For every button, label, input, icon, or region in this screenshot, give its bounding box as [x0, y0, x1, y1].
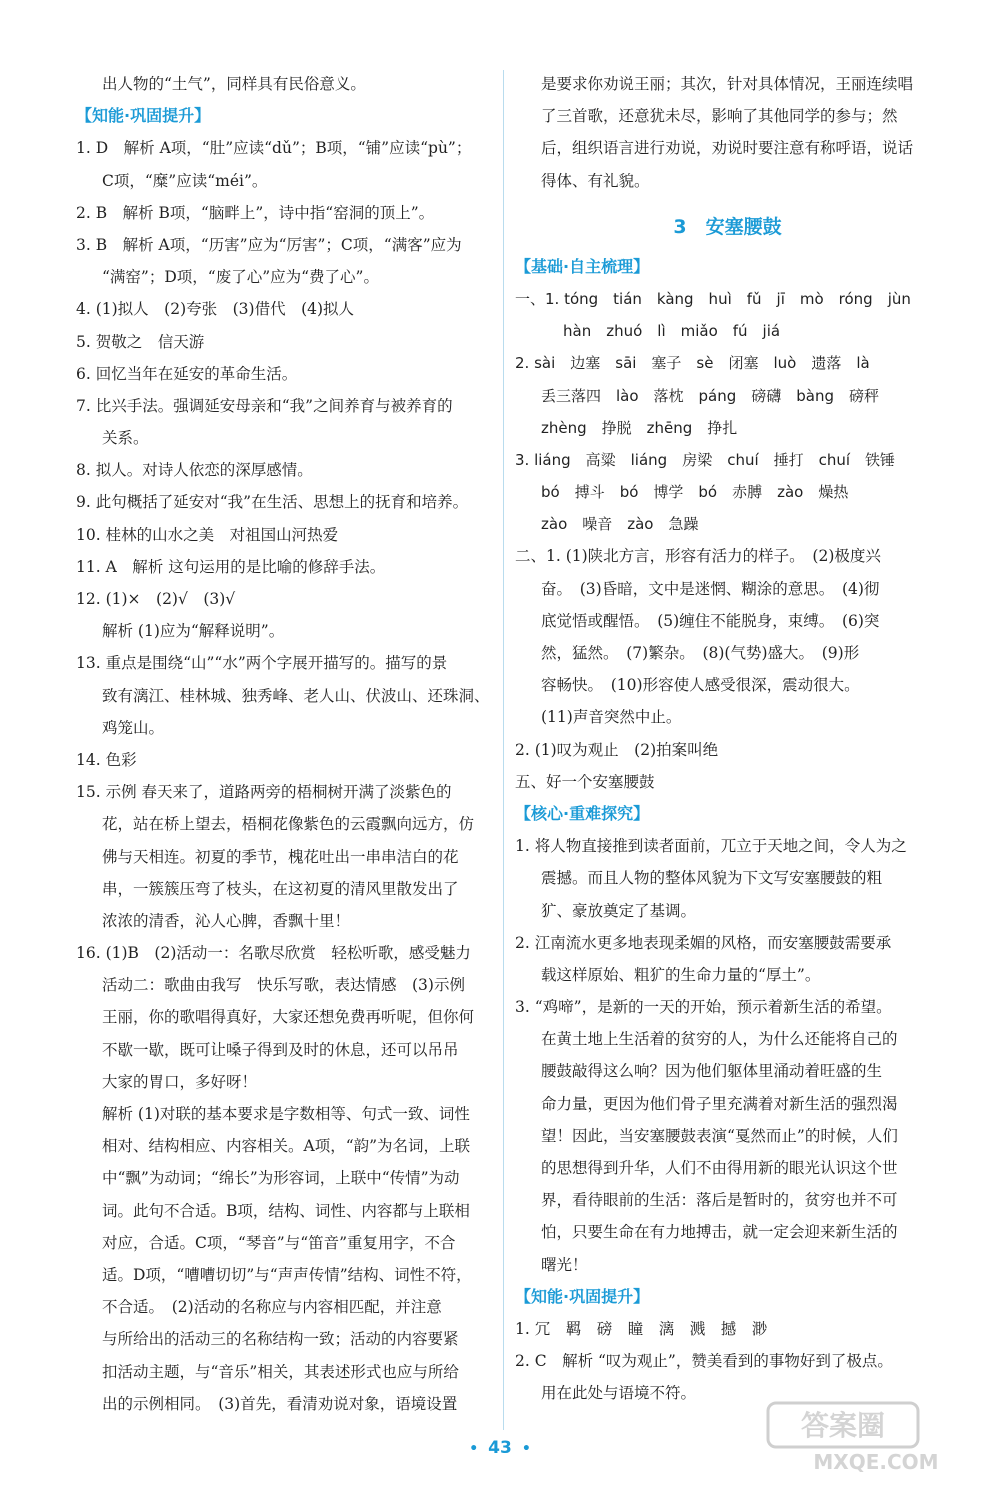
text-line: 出人物的“土气”，同样具有民俗意义。 [102, 75, 366, 93]
text-line: C项，“糜”应读“méi”。 [102, 171, 268, 190]
text-line: 10. 桂林的山水之美 对祖国山河热爱 [76, 525, 339, 544]
text-line: 1. D 解析 A项，“肚”应读“dǔ”；B项，“铺”应读“pù”； [76, 139, 472, 158]
text-line: 4. (1)拟人 (2)夸张 (3)借代 (4)拟人 [76, 300, 355, 319]
footer-dot-icon: • [521, 1441, 531, 1457]
text-line: 浓浓的清香，沁人心脾，香飘十里！ [102, 911, 351, 930]
text-line: 9. 此句概括了延安对“我”在生活、思想上的抚育和培养。 [76, 493, 469, 512]
text-line: 致有漓江、桂林城、独秀峰、老人山、伏波山、还珠洞、 [102, 686, 490, 705]
text-line: 关系。 [102, 429, 149, 448]
text-line: 扣活动主题，与“音乐”相关，其表述形式也应与所给 [102, 1362, 459, 1381]
column-divider [503, 70, 504, 1430]
text-line: 是要求你劝说王丽；其次，针对具体情况，王丽连续唱 [541, 75, 914, 93]
text-line: bó 搏斗 bó 博学 bó 赤膊 zào 燥热 [541, 483, 849, 502]
text-line: 五、好一个安塞腰鼓 [515, 772, 655, 791]
watermark-logo [766, 1399, 976, 1477]
text-line: 2. 江南流水更多地表现柔媚的风格，而安塞腰鼓需要承 [515, 933, 892, 952]
text-line: 丢三落四 lào 落枕 páng 磅礴 bàng 磅秤 [541, 386, 880, 405]
text-line: 王丽，你的歌唱得真好，大家还想免费再听呢，但你何 [102, 1008, 475, 1027]
text-line: 13. 重点是围绕“山”“水”两个字展开描写的。描写的景 [76, 654, 448, 673]
text-line: 3. “鸡啼”，是新的一天的开始，预示着新生活的希望。 [515, 998, 892, 1017]
text-line: 用在此处与语境不符。 [541, 1384, 697, 1403]
text-line: 2. C 解析 “叹为观止”，赞美看到的事物好到了极点。 [515, 1352, 893, 1371]
text-line: zhèng 挣脱 zhēng 挣扎 [541, 418, 738, 437]
text-line: 不合适。 (2)活动的名称应与内容相匹配，并注意 [102, 1298, 442, 1317]
text-line: 中“飘”为动词；“绵长”为形容词，上联中“传情”为动 [102, 1169, 460, 1188]
text-line: 底觉悟或醒悟。 (5)缠住不能脱身，束缚。 (6)突 [541, 611, 880, 630]
text-line: 解析 (1)应为“解释说明”。 [102, 622, 285, 641]
text-line: 二、1. (1)陕北方言，形容有活力的样子。 (2)极度兴 [515, 547, 881, 566]
text-line: 后，组织语言进行劝说，劝说时要注意有称呼语，说话 [541, 139, 914, 158]
text-line: 2. (1)叹为观止 (2)拍案叫绝 [515, 740, 719, 759]
text-line: 不歇一歇，既可让嗓子得到及时的休息，还可以吊吊 [102, 1040, 459, 1059]
text-line: 词。此句不合适。B项，结构、词性、内容都与上联相 [102, 1201, 470, 1220]
text-line: 6. 回忆当年在延安的革命生活。 [76, 364, 298, 383]
text-line: 16. (1)B (2)活动一：名歌尽欣赏 轻松听歌，感受魅力 [76, 944, 471, 963]
text-line: “满窑”；D项，“废了心”应为“费了心”。 [102, 268, 379, 287]
section-heading: 【知能·巩固提升】 [76, 106, 211, 126]
footer-dot-icon: • [469, 1441, 479, 1457]
text-line: 震撼。而且人物的整体风貌为下文写安塞腰鼓的粗 [541, 869, 883, 888]
text-line: 11. A 解析 这句运用的是比喻的修辞手法。 [76, 557, 386, 576]
section-heading: 【基础·自主梳理】 [515, 256, 650, 276]
text-line: 3. liáng 高粱 liáng 房梁 chuí 捶打 chuí 铁锤 [515, 450, 896, 469]
text-line: 得体、有礼貌。 [541, 171, 650, 190]
text-line: 对应，合适。C项，“琴音”与“笛音”重复用字，不合 [102, 1233, 456, 1252]
text-line: 活动二：歌曲由我写 快乐写歌，表达情感 (3)示例 [102, 976, 465, 995]
text-line: 12. (1)× (2)√ (3)√ [76, 590, 236, 608]
text-line: hàn zhuó lì miǎo fú jiá [563, 322, 781, 341]
text-line: 了三首歌，还意犹未尽，影响了其他同学的参与；然 [541, 107, 898, 126]
text-line: 容畅快。 (10)形容使人感受很深，震动很大。 [541, 676, 860, 695]
text-line: (11)声音突然中止。 [541, 708, 682, 727]
text-line: 花，站在桥上望去，梧桐花像紫色的云霞飘向远方，仿 [102, 815, 475, 834]
lesson-answers [515, 251, 940, 1410]
text-line: 怕，只要生命在有力地搏击，就一定会迎来新生活的 [541, 1223, 898, 1242]
text-line: 与所给出的活动三的名称结构一致；活动的内容要紧 [102, 1330, 459, 1349]
text-line: 7. 比兴手法。强调延安母亲和“我”之间养育与被养育的 [76, 396, 453, 415]
text-line: 相对、结构相应、内容相关。A项，“韵”为名词，上联 [102, 1137, 471, 1156]
lesson-title: 3 安塞腰鼓 [673, 215, 782, 238]
text-line: 腰鼓敲得这么响？因为他们躯体里涌动着旺盛的生 [541, 1062, 883, 1081]
left-column [76, 68, 494, 1420]
text-line: 8. 拟人。对诗人依恋的深厚感情。 [76, 461, 313, 480]
text-line: 解析 (1)对联的基本要求是字数相等、句式一致、词性 [102, 1105, 470, 1123]
text-line: 载这样原始、粗犷的生命力量的“厚土”。 [541, 965, 821, 984]
svg-text:MXQE.COM: MXQE.COM [813, 1450, 939, 1474]
right-column-continuation [515, 68, 940, 197]
text-line: 望！因此，当安塞腰鼓表演“戛然而止”的时候，人们 [541, 1126, 898, 1145]
text-line: zào 噪音 zào 急躁 [541, 515, 699, 534]
text-line: 1. 将人物直接推到读者面前，兀立于天地之间，令人为之 [515, 837, 907, 856]
text-line: 14. 色彩 [76, 750, 137, 769]
text-line: 然，猛然。 (7)繁杂。 (8)(气势)盛大。 (9)形 [541, 644, 860, 662]
text-line: 曙光！ [541, 1255, 588, 1274]
text-line: 命力量，更因为他们骨子里充满着对新生活的强烈渴 [541, 1094, 898, 1113]
text-line: 犷、豪放奠定了基调。 [541, 901, 697, 920]
text-line: 在黄土地上生活着的贫穷的人，为什么还能将自己的 [541, 1030, 898, 1049]
text-line: 出的示例相同。 (3)首先，看清劝说对象，语境设置 [102, 1394, 458, 1413]
text-line: 5. 贺敬之 信天游 [76, 332, 205, 351]
text-line: 奋。 (3)昏暗，文中是迷惘、糊涂的意思。 (4)彻 [541, 579, 880, 598]
text-line: 一、1. tóng tián kàng huì fǔ jī mò róng jùn [515, 289, 911, 308]
text-line: 界，看待眼前的生活：落后是暂时的，贫穷也并不可 [541, 1191, 898, 1210]
text-line: 适。D项，“嘈嘈切切”与“声声传情”结构、词性不符， [102, 1265, 472, 1284]
text-line: 佛与天相连。初夏的季节，槐花吐出一串串洁白的花 [102, 847, 459, 866]
text-line: 大家的胃口，多好呀！ [102, 1072, 258, 1091]
text-line: 3. B 解析 A项，“历害”应为“厉害”；C项，“满客”应为 [76, 235, 462, 254]
right-column [515, 68, 940, 1410]
text-line: 1. 冗 羁 磅 瞳 漓 溅 撼 渺 [515, 1319, 768, 1338]
section-heading: 【知能·巩固提升】 [515, 1286, 650, 1306]
section-heading: 【核心·重难探究】 [515, 803, 650, 823]
text-line: 2. B 解析 B项，“脑畔上”，诗中指“窑洞的顶上”。 [76, 203, 435, 222]
text-line: 的思想得到升华，人们不由得用新的眼光认识这个世 [541, 1159, 898, 1177]
svg-text:答案圈: 答案圈 [800, 1409, 886, 1442]
text-line: 2. sài 边塞 sāi 塞子 sè 闭塞 luò 遗落 là [515, 354, 870, 373]
text-line: 鸡笼山。 [102, 718, 165, 737]
text-line: 串，一簇簇压弯了枝头，在这初夏的清风里散发出了 [102, 879, 459, 898]
page-number: 43 [488, 1438, 512, 1458]
text-line: 15. 示例 春天来了，道路两旁的梧桐树开满了淡紫色的 [76, 783, 452, 802]
